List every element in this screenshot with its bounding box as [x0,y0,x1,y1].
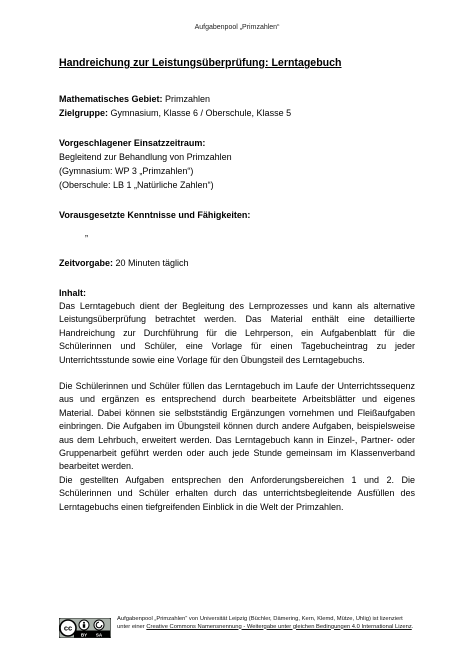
license-text-start: Aufgabenpool „Primzahlen“ von Universität Leipzig (Büchler, Dämering, Kern, Klemd, Mütze, Uhlig) ist lizenziert unter einer [117,616,403,630]
zeit-value: 20 Minuten täglich [113,258,189,268]
license-text [117,616,417,631]
zeit-label: Zeitvorgabe: [59,258,114,268]
zielgruppe-label: Zielgruppe: [59,108,108,118]
inhalt-paragraph: Die gestellten Aufgaben entsprechen den Anforderungsbereichen 1 und 2. Die Schülerinnen und Schüler erhalten durch das unterrichtsbegleitende Ausfüllen des Lerntagebuchs einen tiefgreifenden Einblick in die Welt der Primzahlen. [59,475,415,512]
gebiet-value: Primzahlen [162,94,211,104]
einsatz-line: (Oberschule: LB 1 „Natürliche Zahlen“) [59,180,214,190]
page-header: Aufgabenpool „Primzahlen“ [194,24,280,31]
gebiet-label: Mathematisches Gebiet: [59,94,163,104]
license-link[interactable]: Creative Commons Namensnennung - Weitergabe unter gleichen Bedingungen 4.0 International Lizenz [146,623,412,630]
kenntnisse-bullet: „ [85,228,88,238]
license-text-end: . [411,623,414,630]
zeit-line [59,258,189,268]
inhalt-paragraph: Das Lerntagebuch dient der Begleitung des Lernprozesses und kann als alternative Leistungsüberprüfung betrachtet werden. Das Material enthält eine detaillierte Handreichung zur Durchführung für die Lehrperson, ein Aufgabenblatt für die Schülerinnen und Schüler, eine Vorlage für einen Tagebucheintrag zu jeder Unterrichtsstunde sowie eine Vorlage für den Übungsteil des Lerntagebuchs. [59,301,415,365]
einsatz-line: Begleitend zur Behandlung von Primzahlen [59,152,232,162]
inhalt-heading: Inhalt: [59,288,86,298]
document-title: Handreichung zur Leistungsüberprüfung: Lerntagebuch [59,57,342,69]
zielgruppe-value: Gymnasium, Klasse 6 / Oberschule, Klasse 5 [108,108,292,118]
inhalt-paragraph: Die Schülerinnen und Schüler füllen das Lerntagebuch im Laufe der Unterrichtssequenz aus und ergänzen es entsprechend durch bearbeitete Arbeitsblätter und eigenes Material. Dabei können sie selbstständig Ergänzungen vornehmen und Fleißaufgaben einbringen. Die Aufgaben im Übungsteil können durch andere Aufgaben, beispielsweise aus dem Lehrbuch, erweitert werden. Das Lerntagebuch kann in Einzel-, Partner- oder Gruppenarbeit geführt werden oder auch jede Stunde gemeinsam im Klassenverband bearbeitet werden. [59,381,415,472]
badge-by-label: BY [80,632,88,638]
badge-sa-label: SA [95,632,103,638]
svg-text:cc: cc [63,623,73,633]
einsatz-heading: Vorgeschlagener Einsatzzeitraum: [59,138,206,148]
einsatz-line: (Gymnasium: WP 3 „Primzahlen“) [59,166,194,176]
kenntnisse-heading: Vorausgesetzte Kenntnisse und Fähigkeiten: [59,210,251,220]
cc-by-sa-icon [59,618,111,638]
gebiet-line [59,94,210,104]
zielgruppe-line [59,108,291,118]
